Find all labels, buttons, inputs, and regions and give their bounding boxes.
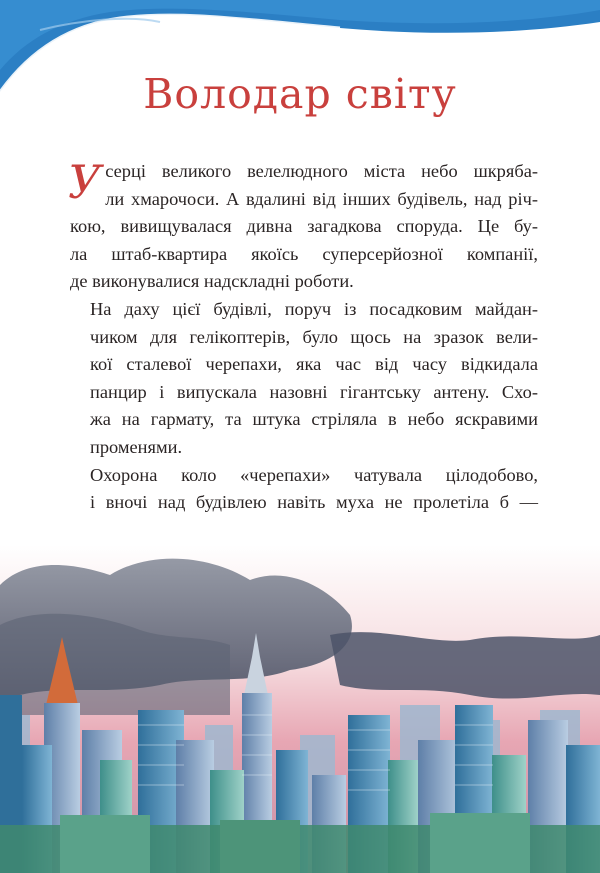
text-line: жа на гармату, та штука стріляла в небо яскравими — [90, 409, 538, 430]
text-line: Охорона коло «черепахи» чатувала цілодобово, — [90, 464, 538, 485]
text-line: де виконувалися надскладні роботи. — [70, 271, 354, 292]
text-line: На даху цієї будівлі, поруч із посадковим майдан- — [90, 298, 538, 319]
text-line: серці великого велелюдного міста небо шкряба- — [105, 161, 538, 181]
chapter-title: Володар світу — [143, 70, 457, 118]
city-skyline-illustration — [0, 545, 600, 873]
text-line: кої сталевої черепахи, яка час від часу відкидала — [90, 354, 538, 375]
text-line: ли хмарочоси. А вдалині від інших будівель, над річ- — [105, 188, 538, 209]
text-line: кою, вивищувалася дивна загадкова споруда. Це бу- — [70, 216, 538, 237]
paragraph-1 — [68, 155, 538, 296]
text-line: ла штаб-квартира якоїсь суперсерйозної компанії, — [70, 243, 538, 264]
story-text — [68, 155, 538, 517]
text-line: панцир і випускала назовні гігантську антену. Схо- — [90, 381, 538, 402]
drop-cap: У — [68, 155, 102, 209]
text-line: і вночі над будівлею навіть муха не пролетіла б — — [90, 492, 538, 513]
paragraph-3 — [70, 462, 538, 517]
text-line: чиком для гелікоптерів, було щось на зразок вели- — [90, 326, 538, 347]
text-line: променями. — [90, 436, 183, 457]
paragraph-2 — [70, 296, 538, 462]
